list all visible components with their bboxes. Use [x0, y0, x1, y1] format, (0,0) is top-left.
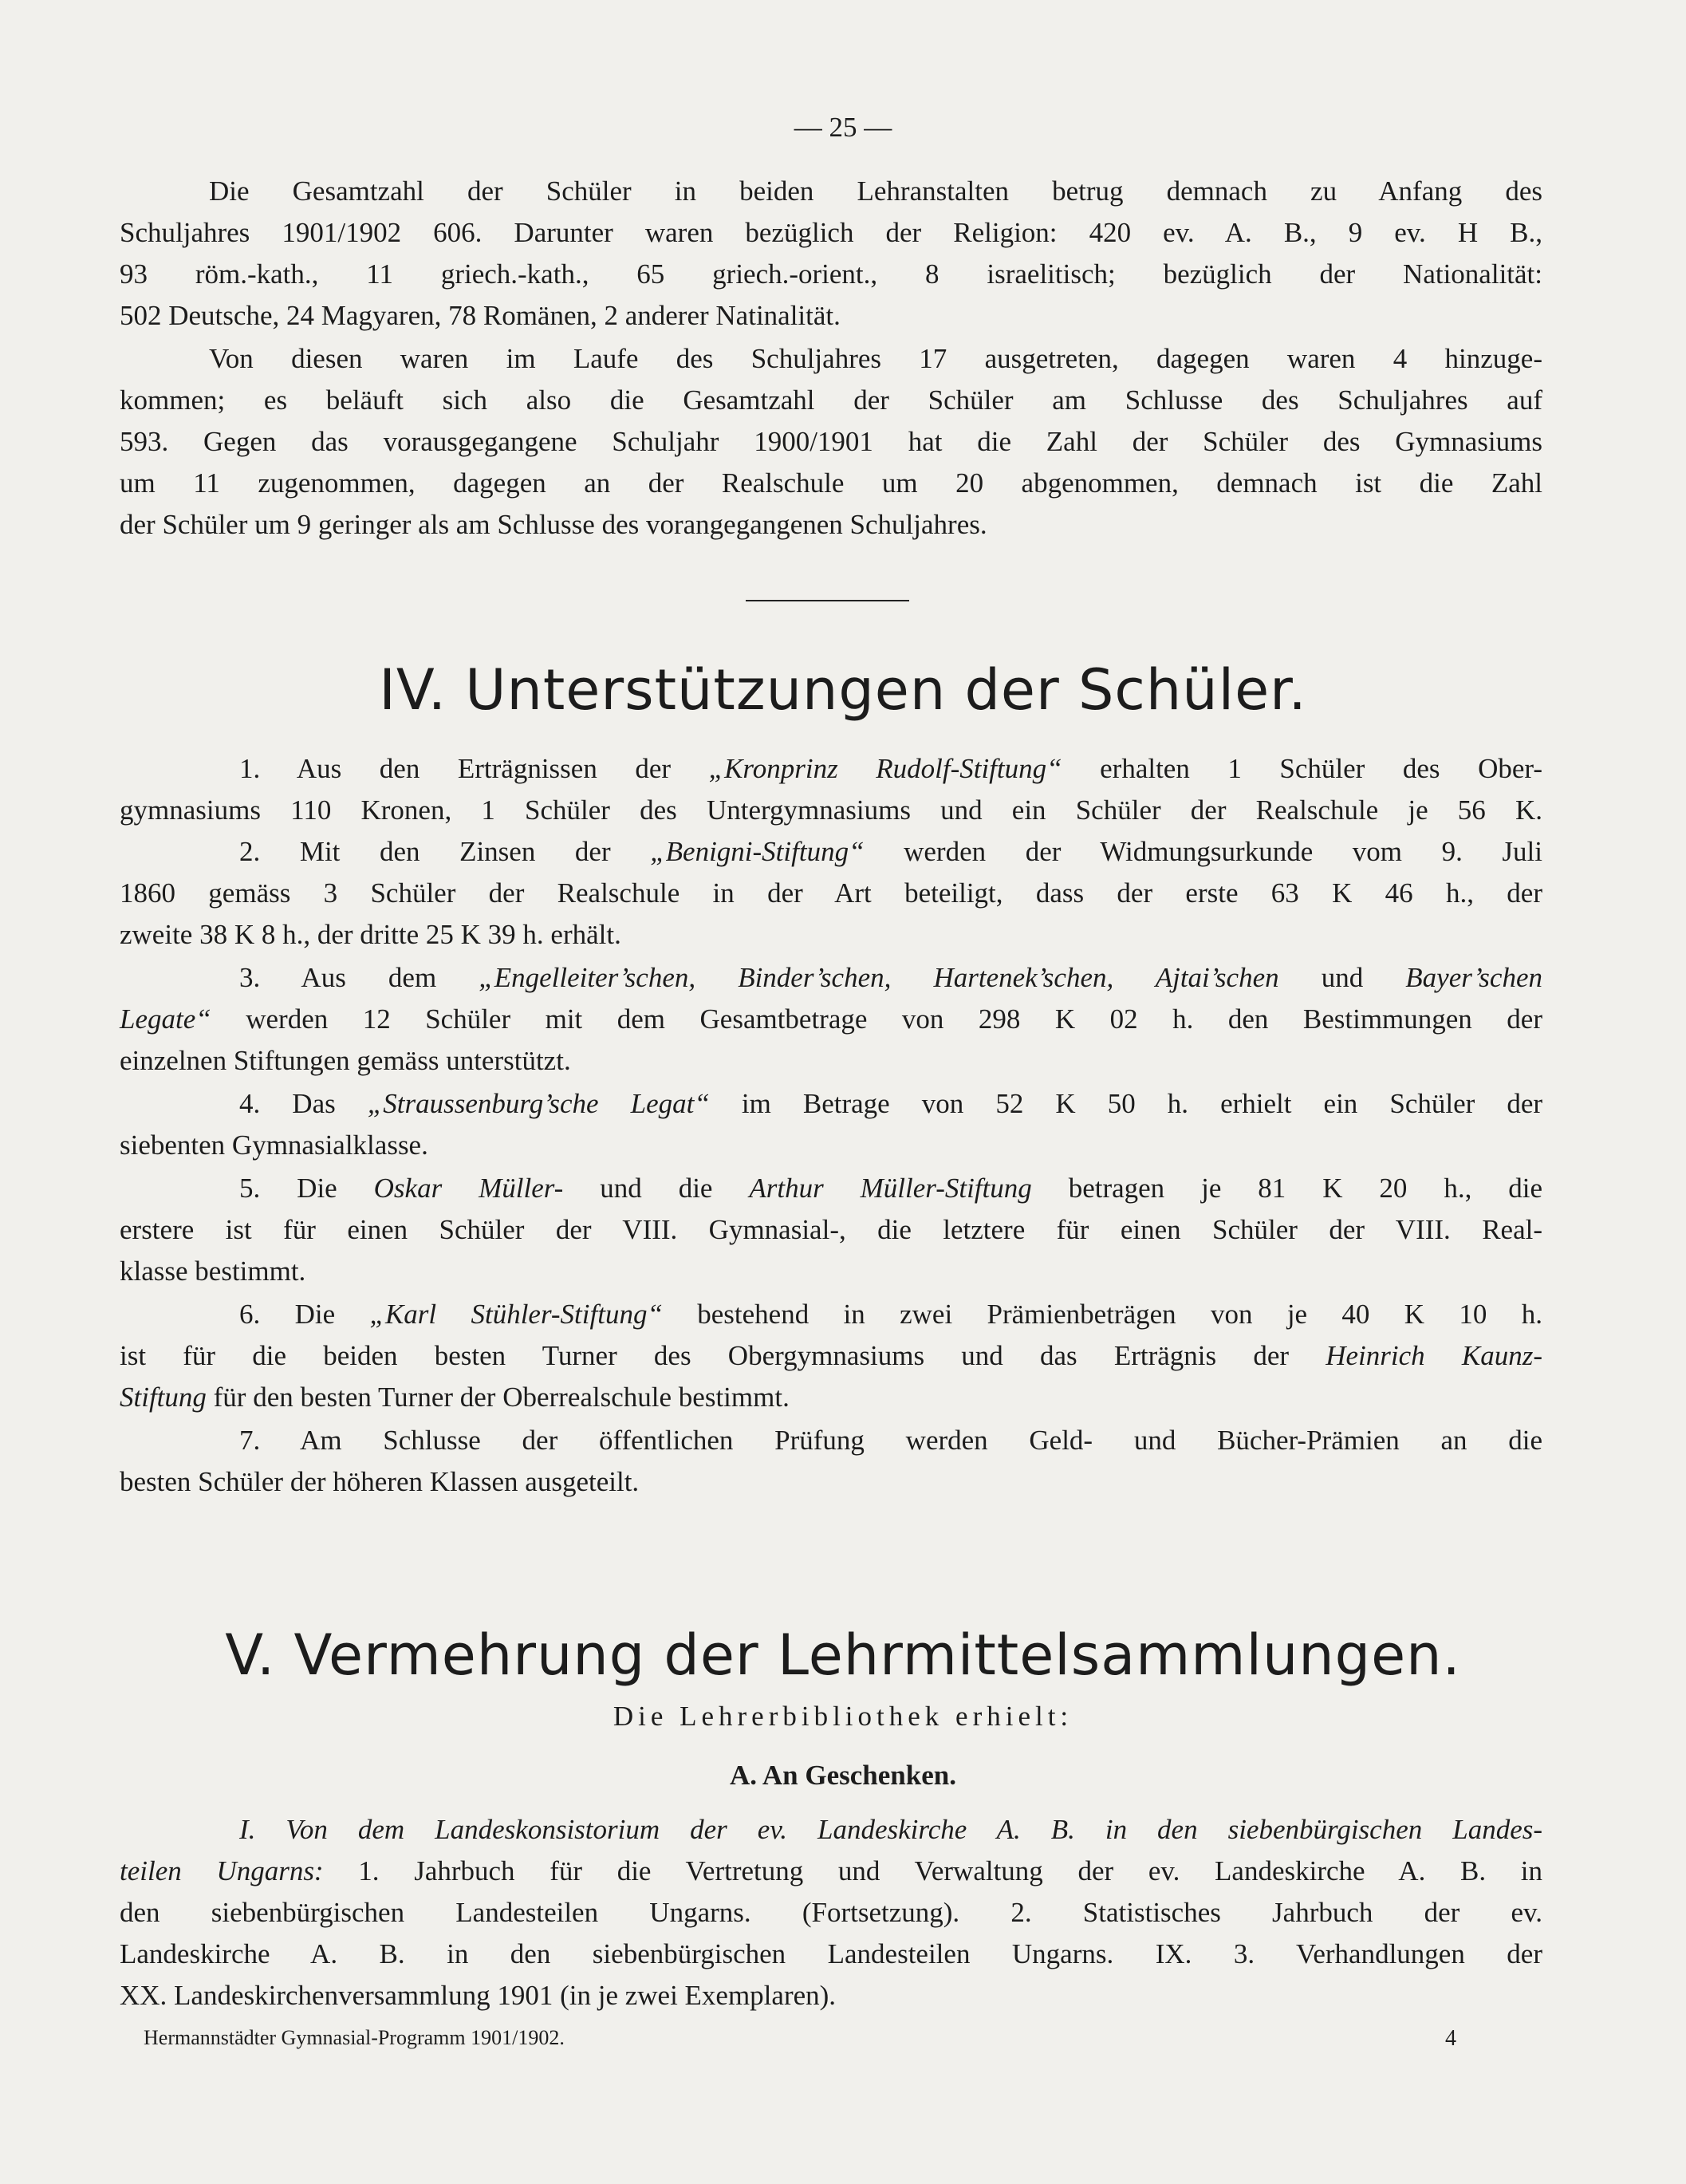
- s4-item2-line-1: 2. Mit den Zinsen der „Benigni-Stiftung“ werden der Widmungsurkunde vom 9. Juli: [239, 836, 1542, 867]
- section-4-heading: IV. Unterstützungen der Schüler.: [379, 657, 1307, 723]
- para2-line-1: Von diesen waren im Laufe des Schuljahres 17 ausgetreten, dagegen waren 4 hinzuge-: [209, 343, 1542, 374]
- s5-line-4: Landeskirche A. B. in den siebenbürgischen Landesteilen Ungarns. IX. 3. Verhandlungen der: [120, 1938, 1542, 1969]
- s5-line-1: I. Von dem Landeskonsistorium der ev. Landeskirche A. B. in den siebenbürgischen Landes-: [239, 1814, 1542, 1845]
- para1-line-4: 502 Deutsche, 24 Magyaren, 78 Romänen, 2 anderer Natinalität.: [120, 300, 841, 331]
- divider-rule: [746, 600, 909, 601]
- s4-item6-line-3: Stiftung für den besten Turner der Oberrealschule bestimmt.: [120, 1382, 790, 1413]
- s4-item6-line-1: 6. Die „Karl Stühler-Stiftung“ bestehend in zwei Prämienbeträgen von je 40 K 10 h.: [239, 1299, 1542, 1330]
- s4-item5-line-2: erstere ist für einen Schüler der VIII. Gymnasial-, die letztere für einen Schüler der VIII. Real-: [120, 1214, 1542, 1245]
- lehrerbibliothek-heading: Die Lehrerbibliothek erhielt:: [613, 1701, 1073, 1732]
- s5-line-3: den siebenbürgischen Landesteilen Ungarns. (Fortsetzung). 2. Statistisches Jahrbuch der ev.: [120, 1897, 1542, 1928]
- s4-item2-line-2: 1860 gemäss 3 Schüler der Realschule in der Art beteiligt, dass der erste 63 K 46 h., der: [120, 877, 1542, 909]
- subsection-a-heading: A. An Geschenken.: [730, 1760, 956, 1791]
- para1-line-2: Schuljahres 1901/1902 606. Darunter waren bezüglich der Religion: 420 ev. A. B., 9 ev. H B.,: [120, 217, 1542, 248]
- para2-line-5: der Schüler um 9 geringer als am Schlusse des vorangegangenen Schuljahres.: [120, 509, 987, 540]
- para2-line-2: kommen; es beläuft sich also die Gesamtzahl der Schüler am Schlusse des Schuljahres auf: [120, 384, 1542, 416]
- footer-sheet-number: 4: [1445, 2026, 1456, 2051]
- page-number: — 25 —: [794, 112, 892, 143]
- s4-item5-line-1: 5. Die Oskar Müller- und die Arthur Müller-Stiftung betragen je 81 K 20 h., die: [239, 1173, 1543, 1204]
- s4-item3-line-1: 3. Aus dem „Engelleiter’schen, Binder’schen, Hartenek’schen, Ajtai’schen und Bayer’schen: [239, 962, 1542, 993]
- para2-line-3: 593. Gegen das vorausgegangene Schuljahr 1900/1901 hat die Zahl der Schüler des Gymnasiums: [120, 426, 1542, 457]
- s4-item6-line-2: ist für die beiden besten Turner des Obergymnasiums und das Erträgnis der Heinrich Kaunz-: [120, 1340, 1542, 1371]
- s4-item2-line-3: zweite 38 K 8 h., der dritte 25 K 39 h. erhält.: [120, 919, 621, 950]
- s4-item3-line-2: Legate“ werden 12 Schüler mit dem Gesamtbetrage von 298 K 02 h. den Bestimmungen der: [120, 1003, 1542, 1035]
- para1-line-3: 93 röm.-kath., 11 griech.-kath., 65 griech.-orient., 8 israelitisch; bezüglich der Nationalität:: [120, 258, 1542, 290]
- s4-item4-line-1: 4. Das „Straussenburg’sche Legat“ im Betrage von 52 K 50 h. erhielt ein Schüler der: [239, 1088, 1543, 1119]
- s4-item4-line-2: siebenten Gymnasialklasse.: [120, 1129, 428, 1161]
- footer-title: Hermannstädter Gymnasial-Programm 1901/1902.: [144, 2026, 565, 2049]
- para2-line-4: um 11 zugenommen, dagegen an der Realschule um 20 abgenommen, demnach ist die Zahl: [120, 467, 1542, 499]
- s4-item5-line-3: klasse bestimmt.: [120, 1256, 306, 1287]
- para1-line-1: Die Gesamtzahl der Schüler in beiden Lehranstalten betrug demnach zu Anfang des: [209, 175, 1542, 207]
- s5-line-5: XX. Landeskirchenversammlung 1901 (in je zwei Exemplaren).: [120, 1980, 837, 2011]
- s5-line-2: teilen Ungarns: 1. Jahrbuch für die Vertretung und Verwaltung der ev. Landeskirche A. B. in: [120, 1855, 1542, 1886]
- s4-item7-line-1: 7. Am Schlusse der öffentlichen Prüfung werden Geld- und Bücher-Prämien an die: [239, 1425, 1542, 1456]
- s4-item1-line-1: 1. Aus den Erträgnissen der „Kronprinz Rudolf-Stiftung“ erhalten 1 Schüler des Ober-: [239, 753, 1542, 784]
- s4-item7-line-2: besten Schüler der höheren Klassen ausgeteilt.: [120, 1466, 640, 1497]
- s4-item1-line-2: gymnasiums 110 Kronen, 1 Schüler des Untergymnasiums und ein Schüler der Realschule je 56 K.: [120, 794, 1542, 826]
- section-5-heading: V. Vermehrung der Lehrmittelsammlungen.: [225, 1622, 1461, 1688]
- s4-item3-line-3: einzelnen Stiftungen gemäss unterstützt.: [120, 1045, 571, 1076]
